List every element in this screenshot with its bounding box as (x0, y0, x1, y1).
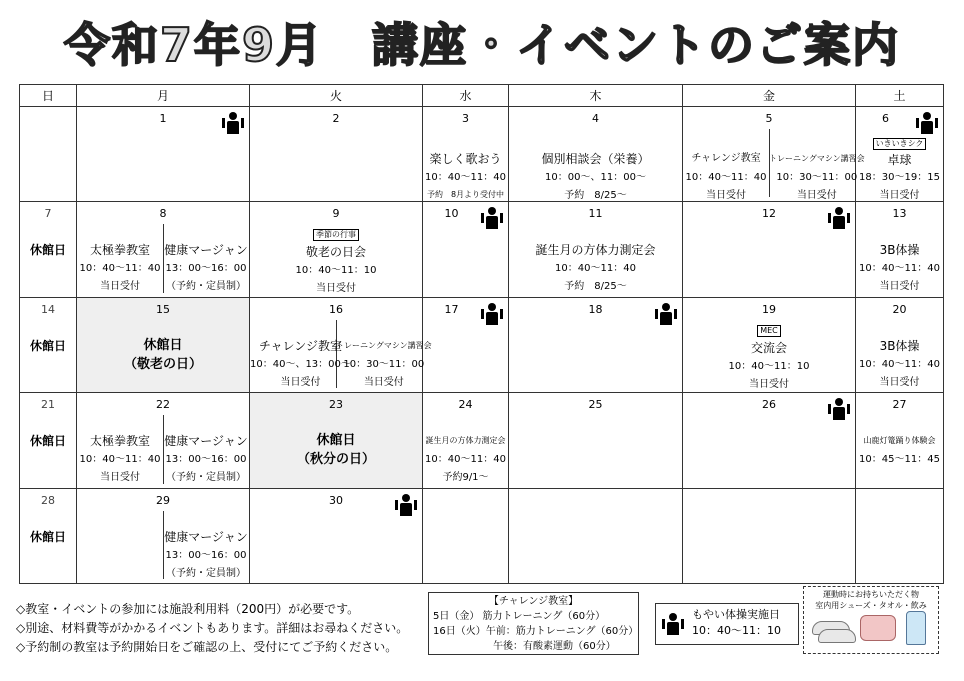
event-name: 誕生月の方体力測定会 (535, 243, 656, 258)
day-number: 20 (892, 302, 907, 316)
towel-icon (860, 615, 896, 641)
holiday-name: （秋分の日） (296, 452, 375, 468)
day-cell-5 (683, 107, 865, 202)
event-time: 10：00〜、11：00〜 (545, 172, 646, 183)
event-name: チャレンジ教室 (258, 338, 342, 353)
bottle-icon (906, 611, 926, 645)
day-number: 29 (156, 493, 170, 507)
event-name: 太極拳教室 (89, 243, 150, 258)
event-note: 当日受付 (879, 281, 920, 293)
items-box (803, 586, 939, 654)
week-row (20, 393, 944, 488)
season-tag: 季節の行事 (313, 229, 359, 241)
day-number: 17 (444, 302, 459, 316)
day-cell-26 (683, 393, 856, 488)
challenge-box-line: 5日（金） 筋力トレーニング（60分） (433, 611, 606, 622)
items-line: 室内用シューズ・タオル・飲み (815, 601, 927, 610)
weekday-fri: 金 (683, 85, 856, 107)
closed-label: 休館日 (143, 337, 183, 353)
event-name: 誕生月の方体力測定会 (425, 436, 506, 446)
day-cell-15 (77, 297, 250, 392)
challenge-box-line: 午後：有酸素運動（60分） (493, 641, 616, 652)
exercise-figure-icon (481, 303, 503, 325)
event-note: 当日受付 (100, 281, 140, 293)
exercise-figure-icon (828, 207, 850, 229)
event-note: 予約 8月より受付中 (426, 190, 505, 199)
day-cell-24 (423, 393, 509, 488)
challenge-box-title: 【チャレンジ教室】 (488, 596, 579, 607)
event-name: 交流会 (750, 340, 787, 355)
day-number: 16 (329, 302, 343, 316)
day-cell-23 (250, 393, 423, 488)
day-cell-empty (683, 488, 856, 583)
moyai-box (655, 603, 799, 645)
weekday-mon: 月 (77, 85, 250, 107)
week-row (20, 107, 944, 202)
day-number: 12 (762, 207, 776, 221)
day-number: 21 (41, 398, 55, 412)
day-number: 25 (588, 398, 603, 412)
event-name: 3B体操 (879, 243, 920, 258)
day-cell-17 (423, 297, 509, 392)
event-time: 13：00〜16：00 (165, 549, 247, 561)
day-cell-12 (683, 202, 856, 297)
event-name: トレーニングマシン講習会 (769, 154, 865, 163)
moyai-title: もやい体操実施日 (692, 608, 780, 621)
day-cell-9 (250, 202, 423, 297)
day-cell-30 (250, 488, 423, 583)
challenge-box-line: 16日（火）午前：筋力トレーニング（60分） (433, 626, 639, 637)
event-note: 予約9/1〜 (442, 472, 489, 484)
event-time: 10：40〜、13：00〜 (250, 358, 351, 370)
day-cell-11 (509, 202, 683, 297)
closed-label: 休館日 (316, 433, 356, 449)
event-name: 健康マージャン (164, 434, 248, 449)
day-cell-1 (77, 107, 250, 202)
event-name: 健康マージャン (164, 529, 248, 544)
event-note: 当日受付 (280, 376, 321, 388)
event-time: 18：30〜19：15 (859, 172, 940, 183)
day-number: 30 (329, 493, 343, 507)
day-cell-6 (856, 107, 944, 202)
event-name: 3B体操 (879, 338, 920, 353)
weekday-sun: 日 (20, 85, 77, 107)
day-cell-2 (250, 107, 423, 202)
items-line: 運動時にお持ちいただく物 (823, 590, 919, 599)
event-note: （予約・定員制） (166, 567, 246, 579)
event-note: 当日受付 (316, 283, 356, 295)
event-note: 当日受付 (706, 190, 746, 201)
day-number: 1 (159, 112, 167, 125)
day-cell-7 (20, 202, 77, 297)
day-cell-19 (683, 297, 856, 392)
event-name: 太極拳教室 (89, 434, 150, 449)
event-name: 楽しく歌おう (429, 152, 502, 166)
day-cell-29 (77, 488, 250, 583)
event-note: 予約 8/25〜 (564, 281, 627, 293)
event-time: 10：30〜11：00 (776, 172, 858, 183)
day-cell-20 (856, 297, 944, 392)
day-number: 27 (892, 398, 907, 412)
moyai-time: 10：40〜11：10 (692, 624, 781, 637)
day-number: 3 (462, 112, 469, 125)
weekday-thu: 木 (509, 85, 683, 107)
day-number: 10 (444, 207, 459, 221)
day-number: 6 (882, 112, 889, 125)
day-cell-22 (77, 393, 250, 488)
event-time: 13：00〜16：00 (165, 263, 247, 275)
event-name: トレーニングマシン講習会 (336, 340, 432, 350)
day-cell-empty (509, 488, 683, 583)
event-name: 敬老の日会 (305, 245, 366, 260)
day-number: 24 (458, 398, 473, 412)
day-number: 4 (592, 112, 599, 125)
event-name: 山鹿灯篭踊り体験会 (863, 436, 936, 446)
day-cell-empty (20, 107, 77, 202)
holiday-name: （敬老の日） (123, 356, 202, 372)
closed-label: 休館日 (29, 243, 66, 258)
closed-label: 休館日 (29, 338, 66, 353)
exercise-figure-icon (828, 398, 850, 420)
note-line: ◇教室・イベントの参加には施設利用料（200円）が必要です。 (16, 602, 360, 616)
day-cell-10 (423, 202, 509, 297)
event-note: （予約・定員制） (166, 472, 246, 484)
ikiiki-tag: いきいきシク (873, 138, 927, 150)
day-number: 19 (762, 302, 776, 316)
event-note: 当日受付 (749, 378, 789, 390)
day-cell-empty (423, 488, 509, 583)
challenge-class-box (428, 592, 639, 655)
event-name: 卓球 (887, 153, 912, 167)
weekday-tue: 火 (250, 85, 423, 107)
event-note: 当日受付 (100, 472, 140, 484)
day-number: 2 (332, 112, 340, 125)
event-time: 10：40〜11：40 (425, 172, 506, 183)
calendar-table (19, 84, 944, 584)
event-time: 10：40〜11：10 (295, 265, 377, 277)
day-number: 13 (892, 207, 907, 221)
weekday-sat: 土 (856, 85, 944, 107)
shoes-icon (818, 629, 856, 643)
day-cell-27 (856, 393, 944, 488)
event-note: 当日受付 (879, 190, 920, 201)
weekday-header (20, 85, 944, 107)
exercise-figure-icon (395, 494, 417, 516)
event-note: 当日受付 (879, 376, 920, 388)
event-time: 13：00〜16：00 (165, 454, 247, 466)
notes (16, 600, 408, 657)
week-row (20, 297, 944, 392)
day-number: 5 (765, 112, 773, 125)
note-line: ◇別途、材料費等がかかるイベントもあります。詳細はお尋ねください。 (16, 621, 409, 635)
page-title: 令和7年9月 講座・イベントのご案内 (63, 18, 900, 72)
event-time: 10：40〜11：40 (859, 358, 940, 370)
event-name: 健康マージャン (164, 243, 248, 258)
event-time: 10：40〜11：10 (728, 360, 810, 372)
note-line: ◇予約制の教室は予約開始日をご確認の上、受付にてご予約ください。 (16, 640, 398, 654)
day-cell-16 (250, 297, 432, 392)
day-cell-28 (20, 488, 77, 583)
event-time: 10：40〜11：40 (555, 263, 636, 275)
week-row (20, 488, 944, 583)
event-note: 当日受付 (796, 190, 837, 201)
exercise-figure-icon (662, 613, 684, 635)
exercise-figure-icon (481, 207, 503, 229)
day-cell-13 (856, 202, 944, 297)
closed-label: 休館日 (29, 434, 66, 449)
exercise-figure-icon (655, 303, 677, 325)
closed-label: 休館日 (29, 529, 66, 544)
event-note: 当日受付 (363, 376, 404, 388)
event-time: 10：40〜11：40 (859, 263, 940, 275)
day-number: 9 (332, 207, 340, 221)
day-cell-4 (509, 107, 683, 202)
exercise-figure-icon (222, 112, 244, 134)
event-time: 10：45〜11：45 (859, 454, 940, 466)
day-cell-empty (856, 488, 944, 583)
mec-tag: MEC (757, 325, 781, 337)
event-time: 10：40〜11：40 (79, 263, 161, 275)
day-number: 7 (44, 207, 52, 221)
day-cell-8 (77, 202, 250, 297)
day-cell-21 (20, 393, 77, 488)
event-name: 個別相談会（栄養） (541, 152, 650, 166)
day-number: 8 (159, 207, 167, 221)
event-time: 10：40〜11：40 (425, 454, 506, 466)
week-row (20, 202, 944, 297)
day-cell-3 (423, 107, 509, 202)
event-time: 10：40〜11：40 (79, 454, 161, 466)
event-time: 10：30〜11：00 (343, 358, 425, 370)
day-cell-14 (20, 297, 77, 392)
day-number: 22 (156, 398, 170, 412)
day-number: 11 (588, 207, 603, 221)
day-number: 15 (156, 302, 170, 316)
day-number: 28 (41, 493, 55, 507)
event-time: 10：40〜11：40 (685, 172, 767, 183)
event-note: （予約・定員制） (166, 281, 246, 293)
weekday-wed: 水 (423, 85, 509, 107)
day-number: 26 (762, 398, 776, 412)
event-name: チャレンジ教室 (691, 153, 761, 164)
day-number: 23 (329, 398, 343, 412)
day-cell-25 (509, 393, 683, 488)
day-cell-18 (509, 297, 683, 392)
day-number: 14 (41, 302, 55, 316)
event-note: 予約 8/25〜 (564, 190, 627, 201)
day-number: 18 (588, 302, 603, 316)
